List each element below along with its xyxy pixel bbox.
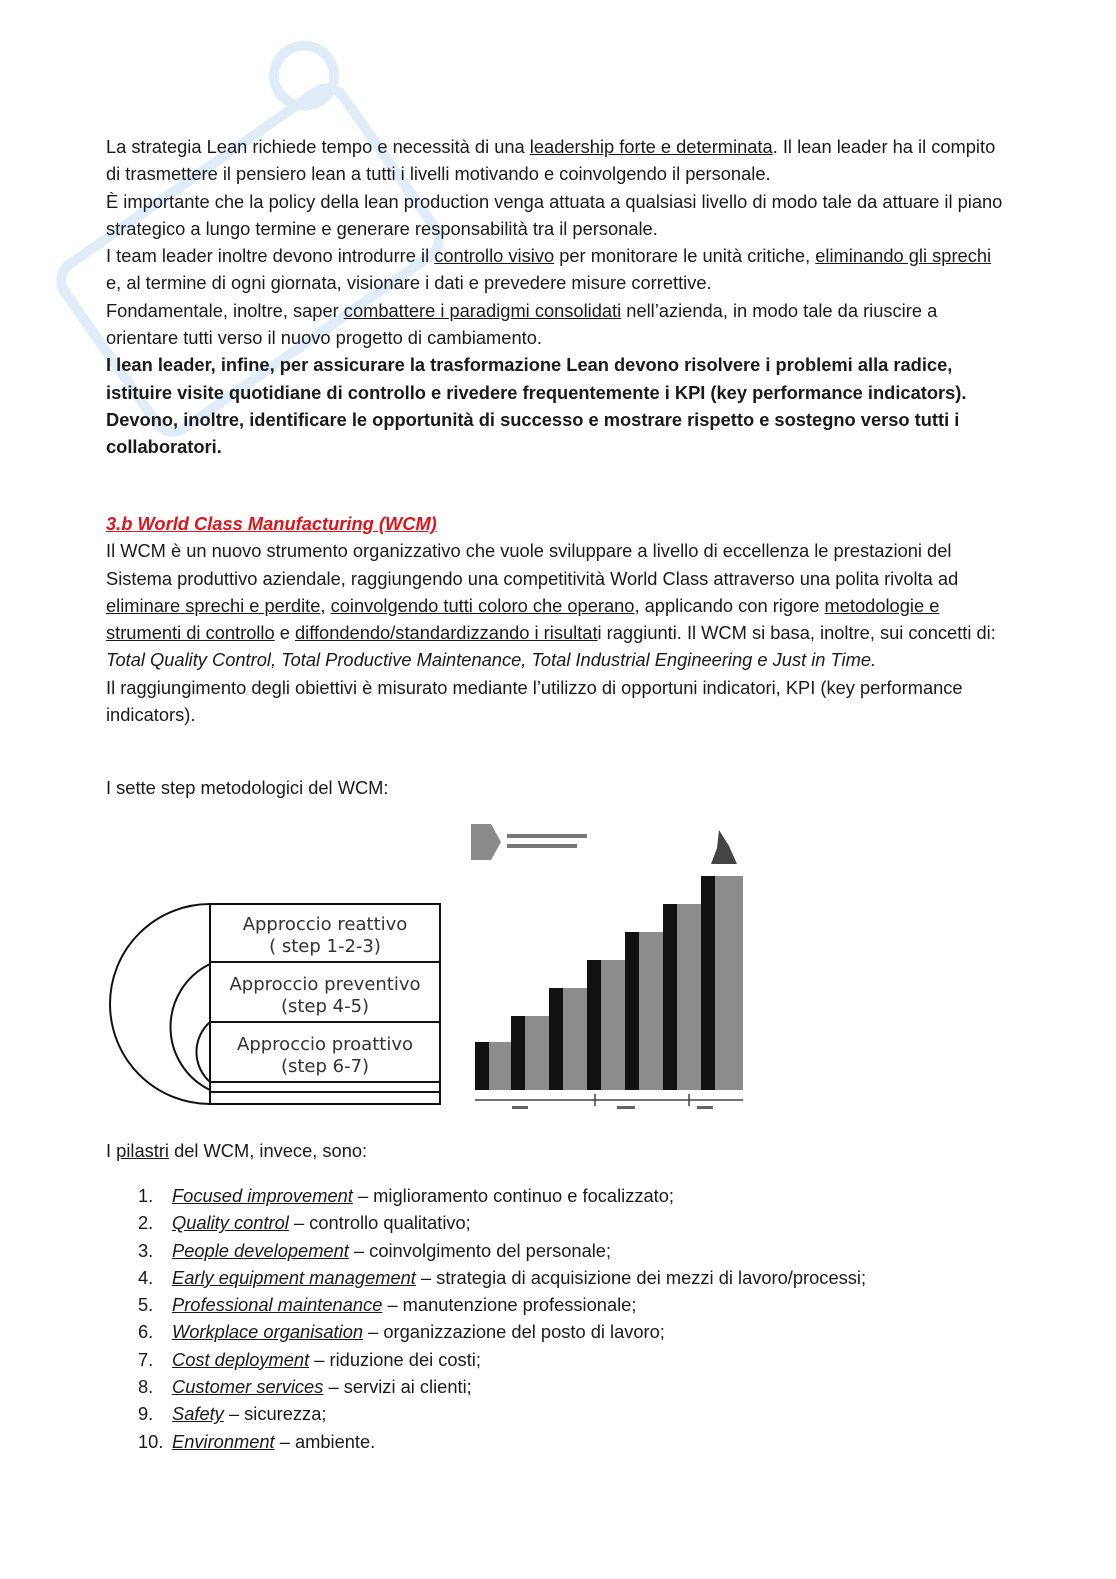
wcm-paragraph: Il raggiungimento degli obiettivi è misurato mediante l’utilizzo di opportuni indicatori, KPI (key performance indicators). bbox=[106, 676, 963, 726]
list-item: 4. Early equipment management – strategia di acquisizione dei mezzi di lavoro/processi; bbox=[138, 1266, 867, 1288]
section-heading: 3.b World Class Manufacturing (WCM) bbox=[106, 513, 437, 534]
pillars-intro: I pilastri del WCM, invece, sono: bbox=[106, 1140, 368, 1161]
list-item: 2. Quality control – controllo qualitativo; bbox=[138, 1212, 471, 1234]
wcm-paragraph: Il WCM è un nuovo strumento organizzativo che vuole sviluppare a livello di eccellenza le prestazioni del Sistema produttivo aziendale, raggiungendo una competitività World Class attraverso una polita rivolta ad eliminare sprechi e perdite, coinvolgendo tutti coloro che operano, applicando con rigore metodologie e strumenti di controllo e diffondendo/standardizzando i risultati raggiunti. Il WCM si basa, inoltre, sui concetti di: Total Quality Control, Total Productive Maintenance, Total Industrial Engineering e Just in Time. bbox=[106, 540, 996, 671]
list-item: 3. People developement – coinvolgimento del personale; bbox=[138, 1239, 612, 1261]
intro-paragraph: Fondamentale, inoltre, saper combattere i paradigmi consolidati nell’azienda, in modo tale da riuscire a orientare tutti verso il nuovo progetto di cambiamento. bbox=[106, 299, 938, 349]
approach-title: Approccio reattivo bbox=[242, 914, 408, 935]
approach-steps: (step 4-5) bbox=[280, 996, 370, 1017]
intro-paragraph: La strategia Lean richiede tempo e necessità di una leadership forte e determinata. Il lean leader ha il compito di trasmettere il pensiero lean a tutti i livelli motivando e coinvolgendo il personale. bbox=[106, 136, 996, 185]
intro-section bbox=[106, 133, 1006, 461]
intro-paragraph: I team leader inoltre devono introdurre il controllo visivo per monitorare le unità critiche, eliminando gli sprechi e, al termine di ogni giornata, visionare i dati e prevedere misure correttive. bbox=[106, 245, 992, 294]
list-item: 10. Environment – ambiente. bbox=[138, 1430, 376, 1452]
intro-paragraph: È importante che la policy della lean production venga attuata a qualsiasi livello di modo tale da attuare il piano strategico a lungo termine e generare responsabilità tra il personale. bbox=[106, 190, 1003, 239]
list-item: 8. Customer services – servizi ai clienti; bbox=[138, 1376, 472, 1398]
approach-steps: ( step 1-2-3) bbox=[269, 936, 381, 957]
wcm-section bbox=[106, 510, 1006, 728]
list-item: 6. Workplace organisation – organizzazione del posto di lavoro; bbox=[138, 1321, 665, 1343]
approach-steps: (step 6-7) bbox=[280, 1056, 370, 1077]
list-item: 7. Cost deployment – riduzione dei costi; bbox=[138, 1348, 481, 1370]
steps-intro: I sette step metodologici del WCM: bbox=[106, 777, 389, 798]
seven-steps-staircase-image bbox=[467, 820, 749, 1120]
intro-bold-paragraph: I lean leader, infine, per assicurare la trasformazione Lean devono risolvere i problemi alla radice, istituire visite quotidiane di controllo e rivedere frequentemente i KPI (key performance indicators). Devono, inoltre, identificare le opportunità di successo e mostrare rispetto e sostegno verso tutti i collaboratori. bbox=[106, 354, 967, 458]
pillars-list bbox=[106, 1182, 1006, 1455]
approach-title: Approccio preventivo bbox=[229, 974, 421, 995]
approach-title: Approccio proattivo bbox=[237, 1034, 413, 1055]
approaches-diagram bbox=[106, 900, 446, 1110]
list-item: 9. Safety – sicurezza; bbox=[138, 1403, 327, 1425]
list-item: 5. Professional maintenance – manutenzione professionale; bbox=[138, 1294, 637, 1316]
list-item: 1. Focused improvement – miglioramento continuo e focalizzato; bbox=[138, 1185, 674, 1206]
